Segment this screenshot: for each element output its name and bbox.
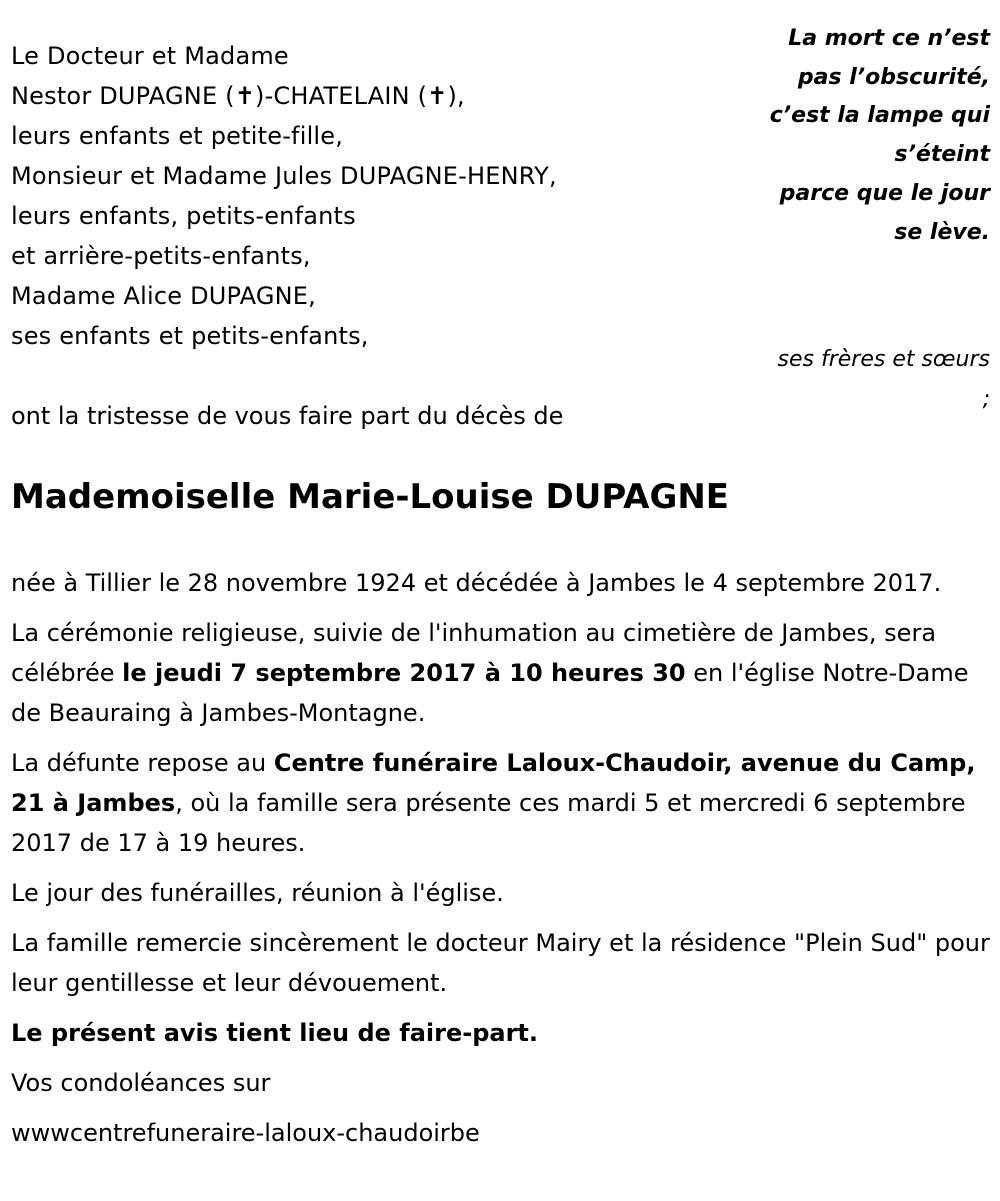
announcement-intro: ont la tristesse de vous faire part du décès de [11,402,564,430]
ceremony-location: en l'église Notre-Dame de Beauraing à Jambes-Montagne. [11,659,969,727]
siblings-text: ses frères et sœurs [777,347,990,372]
family-line: et arrière-petits-enfants, [11,242,311,270]
family-line: leurs enfants et petite-fille, [11,122,344,150]
visiting-hours: , où la famille sera présente ces mardi 5 et mercredi 6 septembre 2017 de 17 à 19 heures. [11,789,966,857]
quote-line: c’est la lampe qui [769,103,990,129]
siblings-note [778,340,991,420]
family-line: Le Docteur et Madame [11,42,289,70]
family-line: ses enfants et petits-enfants, [11,322,369,350]
meeting-paragraph: Le jour des funérailles, réunion à l'église. [11,879,504,907]
family-line: Nestor DUPAGNE (✝)-CHATELAIN (✝), [11,82,465,110]
memorial-quote [690,20,990,252]
quote-line: s’éteint [894,142,990,168]
ceremony-text: La cérémonie religieuse, suivie de l'inhumation au cimetière de Jambes, sera célébrée [11,619,937,687]
notice-paragraph [11,1013,991,1053]
family-line: leurs enfants, petits-enfants [11,202,356,230]
quote-line: La mort ce n’est [788,26,990,51]
funeral-home-address: Centre funéraire Laloux-Chaudoir, avenue du Camp, 21 à Jambes [11,749,976,817]
announcement-body [11,563,991,1163]
ceremony-datetime: le jeudi 7 septembre 2017 à 10 heures 30 [122,659,686,687]
thanks-paragraph: La famille remercie sincèrement le docteur Mairy et la résidence "Plein Sud" pour leur gentillesse et leur dévouement. [11,929,990,997]
repose-paragraph [11,743,991,863]
family-line: Madame Alice DUPAGNE, [11,282,316,310]
quote-line: pas l’obscurité, [797,64,990,90]
condolences-website: wwwcentrefuneraire-laloux-chaudoirbe [11,1119,480,1147]
quote-line: se lève. [894,219,990,245]
birth-death-paragraph: née à Tillier le 28 novembre 1924 et décédée à Jambes le 4 septembre 2017. [11,569,942,597]
repose-text: La défunte repose au [11,749,274,777]
family-line: Monsieur et Madame Jules DUPAGNE-HENRY, [11,162,557,190]
deceased-name: Mademoiselle Marie-Louise DUPAGNE [11,477,730,517]
condolences-paragraph: Vos condoléances sur [11,1069,271,1097]
ceremony-paragraph [11,613,991,733]
notice-text: Le présent avis tient lieu de faire-part. [11,1019,539,1047]
family-announcers [11,36,557,356]
quote-line: parce que le jour [779,180,990,206]
siblings-punctuation: ; [982,387,990,412]
